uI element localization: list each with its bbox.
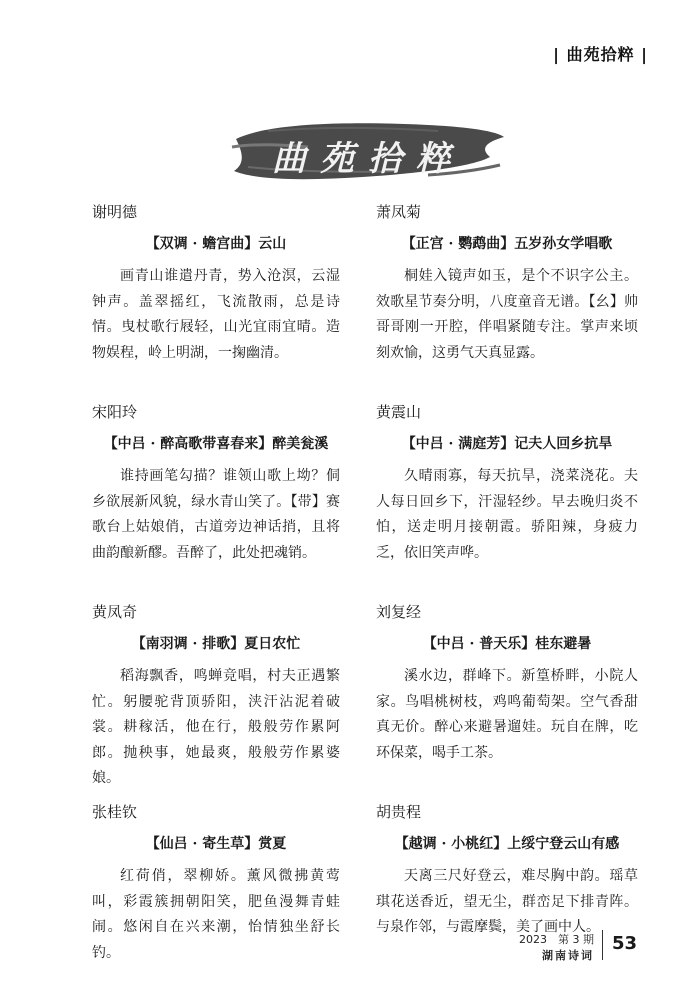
- poem-text: 稻海飘香，鸣蝉竞唱，村夫正遇繁忙。躬腰驼背顶骄阳，浃汗沾泥着破裳。耕稼活，他在行，般般劳作累阿郎。抛秧事，她最爽，般般劳作累婆娘。: [92, 668, 340, 786]
- poem-author: 萧凤菊: [376, 203, 422, 221]
- poem: [92, 800, 340, 992]
- poem-text: 画青山谁遣丹青，势入沧溟，云湿钟声。盖翠摇红，飞流散雨，总是诗情。曳杖歌行屐轻，山光宜雨宜晴。造物娱程，岭上明湖，一掬幽清。: [92, 268, 340, 361]
- banner-title: 曲苑拾粹: [272, 139, 464, 179]
- poem: [92, 400, 340, 592]
- poem-text: 谁持画笔勾描？谁领山歌上坳？侗乡欲展新风貌，绿水青山笑了。【带】赛歌台上姑娘俏，古道旁边神话捎，且将曲韵酿新醪。吾醉了，此处把魂销。: [92, 468, 340, 561]
- poem: [376, 200, 638, 392]
- poem-tune-title: 【南羽调 · 排歌】夏日农忙: [131, 636, 301, 652]
- poem-author: 黄凤奇: [92, 603, 138, 621]
- poem-author: 谢明德: [92, 203, 138, 221]
- poem: [376, 600, 638, 792]
- running-header: | 曲苑拾粹 |: [553, 45, 648, 64]
- poem-text: 天离三尺好登云，难尽胸中韵。瑶草琪花送香近，望无尘，群峦足下排青阵。与泉作邻，与霞摩鬓，美了画中人。: [376, 868, 638, 935]
- poem-author: 刘复经: [376, 603, 422, 621]
- poem-tune-title: 【中吕 · 普天乐】桂东避暑: [422, 636, 592, 652]
- left-column: [92, 192, 340, 992]
- poem-tune-title: 【中吕 · 满庭芳】记夫人回乡抗旱: [401, 436, 613, 452]
- poem: [376, 400, 638, 592]
- poem-author: 胡贵程: [376, 803, 422, 821]
- poem-tune-title: 【中吕 · 醉高歌带喜春来】醉美瓮溪: [103, 436, 329, 452]
- footer-divider: [602, 930, 603, 960]
- page-number: 53: [612, 933, 638, 954]
- poem-text: 久晴雨寡，每天抗旱，浇菜浇花。夫人每日回乡下，汗湿轻纱。早去晚归炎不怕，送走明月接朝霞。骄阳辣，身疲力乏，依旧笑声哗。: [376, 468, 638, 561]
- poem-author: 黄震山: [376, 403, 422, 421]
- issue-label: 2023 第 3 期: [519, 933, 594, 946]
- poem-author: 张桂钦: [92, 803, 138, 821]
- poem-author: 宋阳玲: [92, 403, 138, 421]
- poem-tune-title: 【越调 · 小桃红】上绥宁登云山有感: [394, 836, 620, 852]
- poem: [376, 800, 638, 992]
- poem-tune-title: 【双调 · 蟾宫曲】云山: [145, 236, 287, 252]
- poem-text: 溪水边，群峰下。新篁桥畔，小院人家。鸟唱桃树枝，鸡鸣葡萄架。空气香甜真无价。醉心来避暑遛娃。玩自在牌，吃环保菜，喝手工茶。: [376, 668, 638, 761]
- poem-text: 桐娃入镜声如玉，是个不识字公主。效歌星节奏分明，八度童音无谱。【幺】帅哥哥刚一开腔，伴唱紧随专注。掌声来顷刻欢愉，这勇气天真显露。: [376, 268, 638, 361]
- poem: [92, 200, 340, 392]
- poem-tune-title: 【仙吕 · 寄生草】赏夏: [145, 836, 287, 852]
- magazine-name: 湖南诗词: [542, 949, 594, 962]
- poem-text: 红荷俏，翠柳娇。薰风微拂黄莺叫，彩霞簇拥朝阳笑，肥鱼漫舞青蛙闹。悠闲自在兴来潮，怡情独坐舒长钓。: [92, 868, 340, 961]
- right-column: [376, 192, 638, 992]
- title-banner: [228, 117, 508, 193]
- poem-tune-title: 【正宫 · 鹦鹉曲】五岁孙女学唱歌: [401, 236, 613, 252]
- poem: [92, 600, 340, 792]
